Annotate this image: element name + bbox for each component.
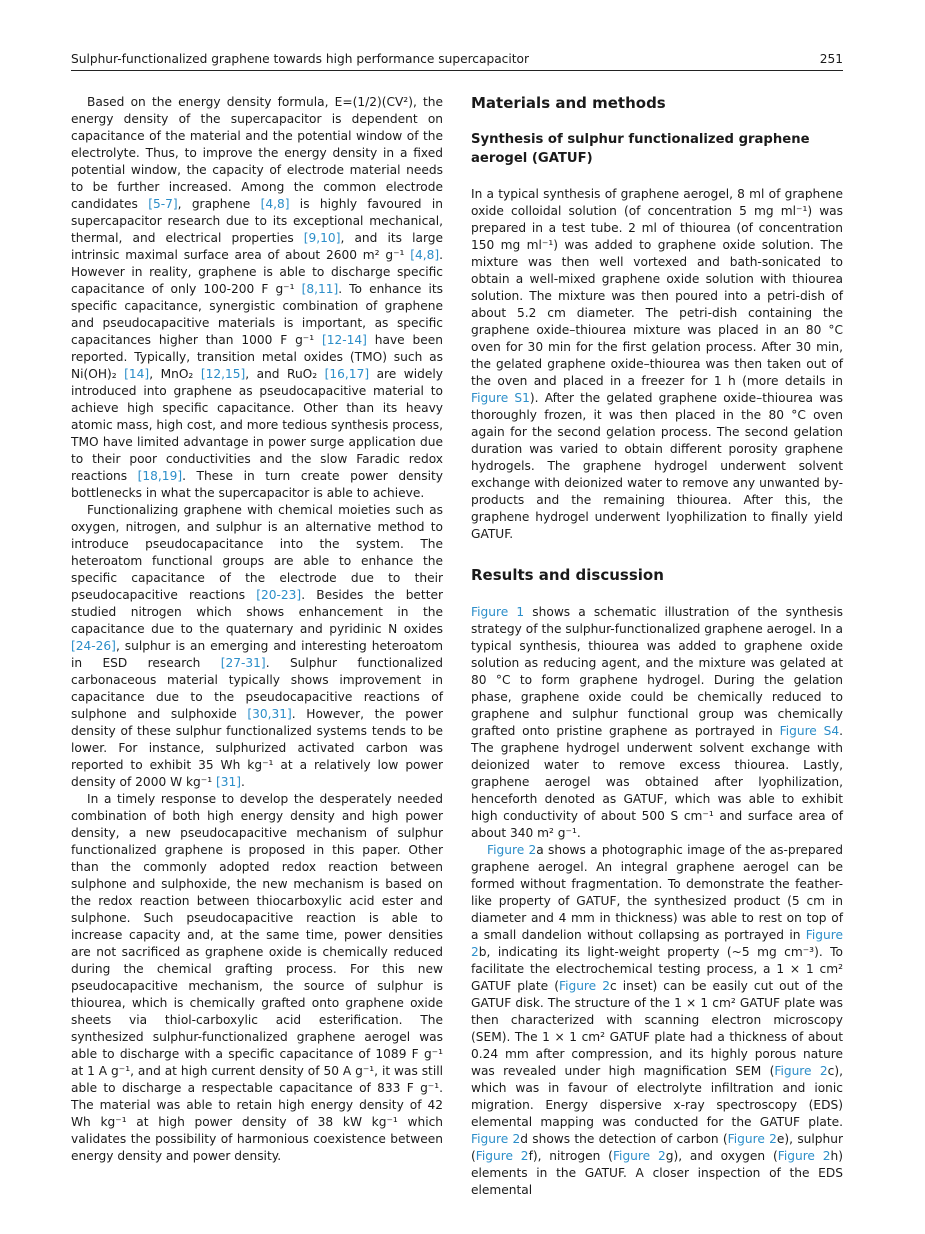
citation-link[interactable]: [16,17] <box>324 367 370 381</box>
left-column <box>71 94 443 1165</box>
citation-link[interactable]: [27-31] <box>220 656 266 670</box>
citation-link[interactable]: [4,8] <box>260 197 290 211</box>
citation-link[interactable]: [5-7] <box>148 197 178 211</box>
page-number: 251 <box>819 52 843 66</box>
section-heading-materials: Materials and methods <box>471 94 666 112</box>
figure-link[interactable]: Figure 2 <box>727 1132 777 1146</box>
subsection-heading-synthesis: Synthesis of sulphur functionalized graphene aerogel (GATUF) <box>471 132 810 166</box>
running-title: Sulphur-functionalized graphene towards high performance supercapacitor <box>71 52 530 66</box>
citation-link[interactable]: [12-14] <box>321 333 367 347</box>
results-paragraph-2: Figure 2a shows a photographic image of the as-prepared graphene aerogel. An integral graphene aerogel can be formed without fragmentation. To demonstrate the feather-like property of GATUF, the synthesized product (5 cm in diameter and 4 mm in thickness) was able to rest on top of a small dandelion without collapsing as portrayed in Figure 2b, indicating its light-weight property (~5 mg cm⁻³). To facilitate the electrochemical testing process, a 1 × 1 cm² GATUF plate (Figure 2c inset) can be easily cut out of the GATUF disk. The structure of the 1 × 1 cm² GATUF plate was then characterized with scanning electron microscopy (SEM). The 1 × 1 cm² GATUF plate had a thickness of about 0.24 mm after compression, and its highly porous nature was revealed under high magnification SEM (Figure 2c), which was in favour of electrolyte infiltration and ionic migration. Energy dispersive x-ray spectroscopy (EDS) elemental mapping was conducted for the GATUF plate. Figure 2d shows the detection of carbon (Figure 2e), sulphur (Figure 2f), nitrogen (Figure 2g), and oxygen (Figure 2h) elements in the GATUF. A closer inspection of the EDS elemental <box>471 843 843 1197</box>
citation-link[interactable]: [12,15] <box>200 367 246 381</box>
citation-link[interactable]: [24-26] <box>71 639 116 653</box>
figure-link[interactable]: Figure S4 <box>779 724 840 738</box>
results-paragraph-1: Figure 1 shows a schematic illustration of the synthesis strategy of the sulphur-functionalized graphene aerogel. In a typical synthesis, thiourea was added to graphene oxide solution as reducing agent, and the mixture was gelated at 80 °C to form graphene hydrogel. During the gelation phase, graphene oxide could be chemically reduced to graphene and sulphur functional group was chemically grafted onto pristine graphene as portrayed in Figure S4. The graphene hydrogel underwent solvent exchange with deionized water to remove excess thiourea. Lastly, graphene aerogel was obtained after lyophilization, henceforth denoted as GATUF, which was able to exhibit high conductivity of about 500 S cm⁻¹ and surface area of about 340 m² g⁻¹. <box>471 605 843 840</box>
intro-paragraph-2: Functionalizing graphene with chemical moieties such as oxygen, nitrogen, and sulphur is an alternative method to introduce pseudocapacitance into the system. The heteroatom functional groups are able to enhance the specific capacitance of the electrode due to their pseudocapacitive reactions [20-23]. Besides the better studied nitrogen which shows enhancement in the capacitance due to the quaternary and pyridinic N oxides [24-26], sulphur is an emerging and interesting heteroatom in ESD research [27-31]. Sulphur functionalized carbonaceous material typically shows improvement in capacitance due to the pseudocapacitive reactions of sulphone and sulphoxide [30,31]. However, the power density of these sulphur functionalized systems tends to be lower. For instance, sulphurized activated carbon was reported to exhibit 35 Wh kg⁻¹ at a relatively low power density of 2000 W kg⁻¹ [31]. <box>71 503 444 789</box>
figure-link[interactable]: Figure 2 <box>471 928 843 959</box>
intro-paragraph-1: Based on the energy density formula, E=(1/2)(CV²), the energy density of the supercapacitor is dependent on capacitance of the material and the potential window of the electrolyte. Thus, to improve the energy density in a fixed potential window, the capacity of electrode material needs to be further increased. Among the common electrode candidates [5-7], graphene [4,8] is highly favoured in supercapacitor research due to its exceptional mechanical, thermal, and electrical properties [9,10], and its large intrinsic maximal surface area of about 2600 m² g⁻¹ [4,8]. However in reality, graphene is able to discharge specific capacitance of only 100-200 F g⁻¹ [8,11]. To enhance its specific capacitance, synergistic combination of graphene and pseudocapacitive materials is important, as specific capacitances higher than 1000 F g⁻¹ [12-14] have been reported. Typically, transition metal oxides (TMO) such as Ni(OH)₂ [14], MnO₂ [12,15], and RuO₂ [16,17] are widely introduced into graphene as pseudocapacitive material to achieve high specific capacitance. Other than its heavy atomic mass, high cost, and more tedious synthesis process, TMO have limited advantage in power surge application due to their poor conductivities and the slow Faradic redox reactions [18,19]. These in turn create power density bottlenecks in what the supercapacitor is able to achieve. <box>71 95 444 500</box>
figure-link[interactable]: Figure 2 <box>487 843 537 857</box>
citation-link[interactable]: [14] <box>124 367 150 381</box>
citation-link[interactable]: [9,10] <box>303 231 341 245</box>
figure-link[interactable]: Figure S1 <box>471 391 530 405</box>
citation-link[interactable]: [20-23] <box>256 588 302 602</box>
figure-link[interactable]: Figure 1 <box>471 605 525 619</box>
figure-link[interactable]: Figure 2 <box>558 979 610 993</box>
figure-link[interactable]: Figure 2 <box>774 1064 828 1078</box>
figure-link[interactable]: Figure 2 <box>612 1149 666 1163</box>
citation-link[interactable]: [30,31] <box>247 707 292 721</box>
figure-link[interactable]: Figure 2 <box>475 1149 529 1163</box>
section-heading-results: Results and discussion <box>471 566 664 584</box>
running-header <box>71 52 843 71</box>
figure-link[interactable]: Figure 2 <box>777 1149 831 1163</box>
citation-link[interactable]: [4,8] <box>410 248 440 262</box>
citation-link[interactable]: [18,19] <box>137 469 183 483</box>
synthesis-paragraph: In a typical synthesis of graphene aerogel, 8 ml of graphene oxide colloidal solution (of concentration 5 mg ml⁻¹) was prepared in a test tube. 2 ml of thiourea (of concentration 150 mg ml⁻¹) was added to graphene oxide solution. The mixture was then well vortexed and bath-sonicated to obtain a well-mixed graphene oxide solution with thiourea solution. The mixture was then poured into a petri-dish of about 5.2 cm diameter. The petri-dish containing the graphene oxide–thiourea mixture was placed in an 80 °C oven for 30 min for the first gelation process. After 30 min, the gelated graphene oxide–thiourea was then taken out of the oven and placed in a freezer for 1 h (more details in Figure S1). After the gelated graphene oxide–thiourea was thoroughly frozen, it was then placed in the 80 °C oven again for the second gelation process. The second gelation duration was varied to obtain different porosity graphene hydrogels. The graphene hydrogel underwent solvent exchange with deionized water to remove any unwanted by-products and the remaining thiourea. After this, the graphene hydrogel underwent lyophilization to finally yield GATUF. <box>471 187 843 541</box>
intro-paragraph-3: In a timely response to develop the desperately needed combination of both high energy density and high power density, a new pseudocapacitive mechanism of sulphur functionalized graphene is proposed in this paper. Other than the commonly adopted redox reaction between sulphone and sulphoxide, the new mechanism is based on the redox reaction between thiocarboxylic acid ester and sulphone. Such pseudocapacitive reaction is able to increase capacity and, at the same time, power densities are not sacrificed as graphene oxide is chemically reduced during the chemical grafting process. For this new pseudocapacitive mechanism, the source of sulphur is thiourea, which is chemically grafted onto graphene oxide sheets via thiol-carboxylic acid esterification. The synthesized sulphur-functionalized graphene aerogel was able to discharge with a specific capacitance of 1089 F g⁻¹ at 1 A g⁻¹, and at high current density of 50 A g⁻¹, it was still able to discharge a respectable capacitance of 833 F g⁻¹. The material was able to retain high energy density of 42 Wh kg⁻¹ at high power density of 38 kW kg⁻¹ which validates the possibility of harmonious coexistence between energy density and power density. <box>71 792 443 1163</box>
citation-link[interactable]: [8,11] <box>301 282 339 296</box>
right-column <box>471 94 843 1199</box>
figure-link[interactable]: Figure 2 <box>471 1132 521 1146</box>
citation-link[interactable]: [31] <box>215 775 242 789</box>
